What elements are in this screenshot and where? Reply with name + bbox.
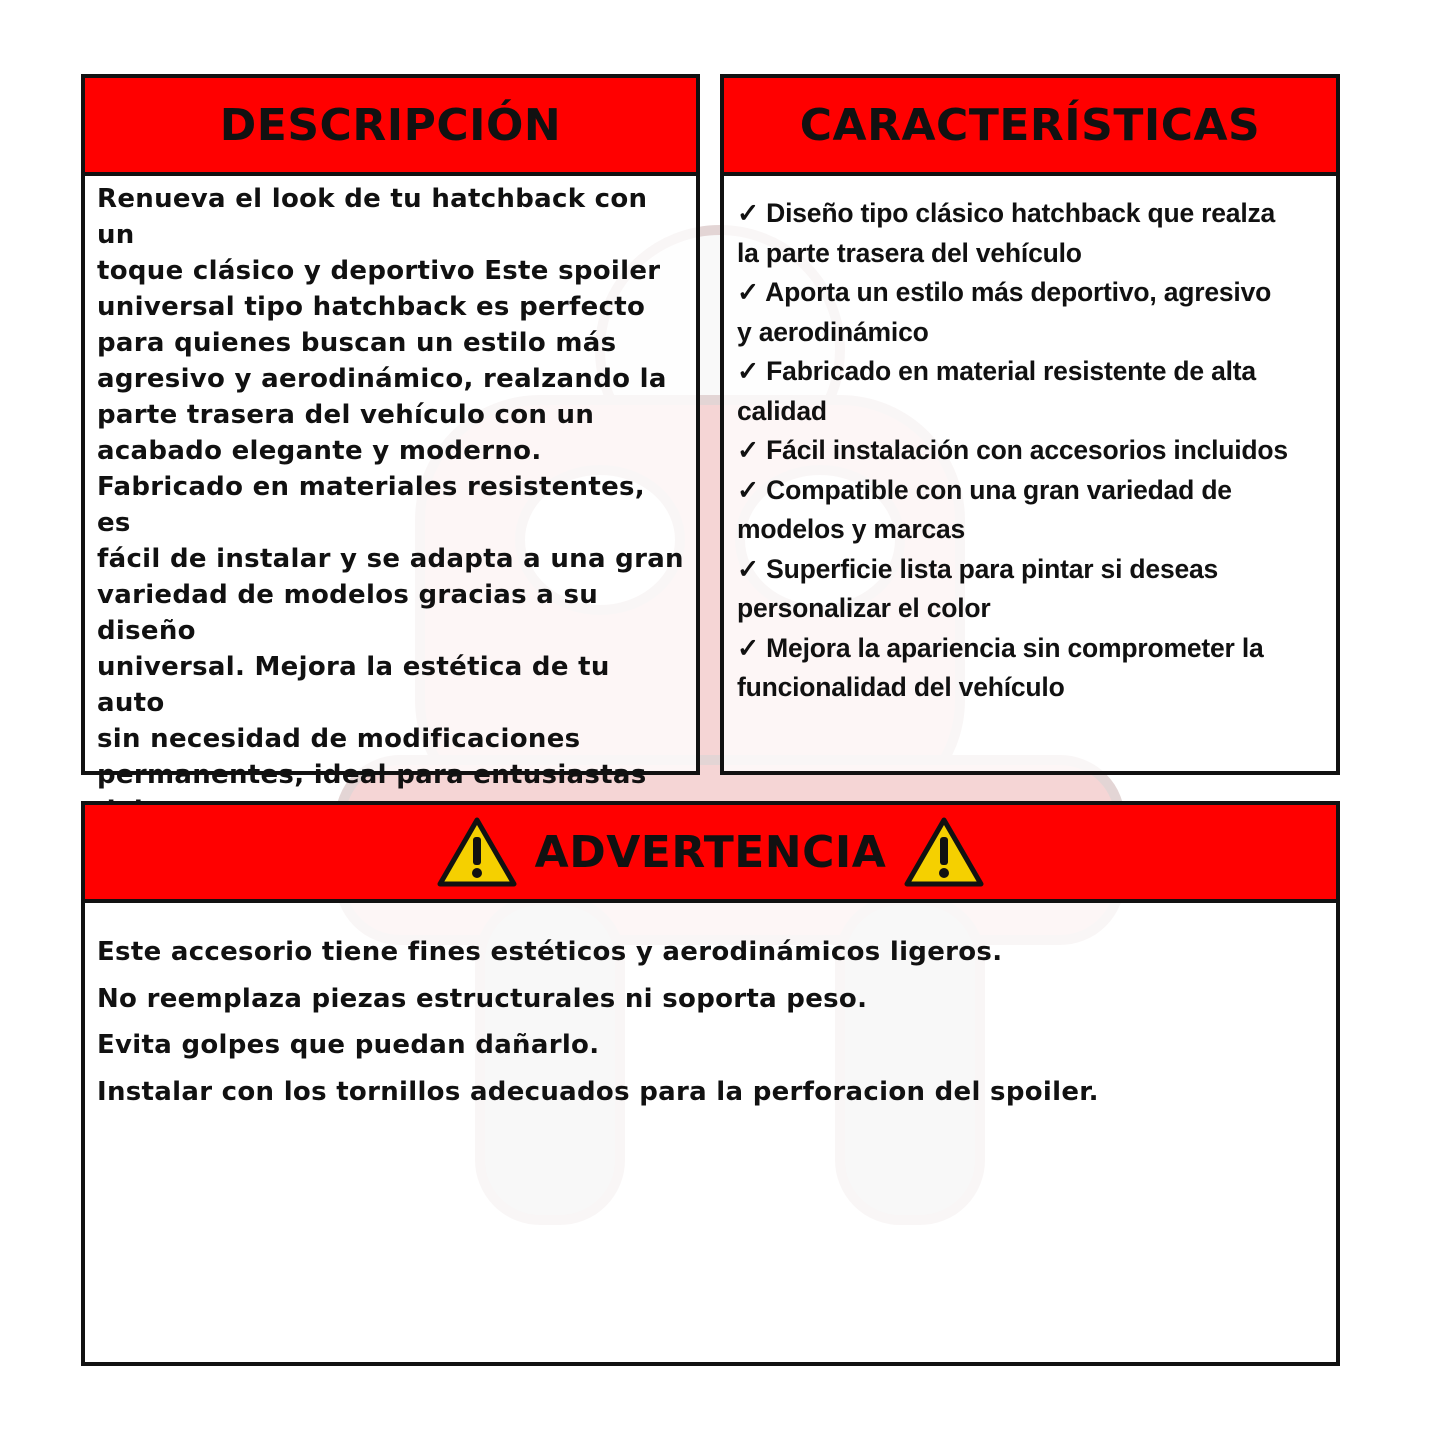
description-line: para quienes buscan un estilo más bbox=[97, 328, 617, 358]
feature-line: funcionalidad del vehículo bbox=[737, 672, 1065, 702]
description-line: fácil de instalar y se adapta a una gran bbox=[97, 544, 684, 574]
feature-line: ✓ Diseño tipo clásico hatchback que realza bbox=[737, 198, 1276, 228]
features-list bbox=[724, 176, 1336, 708]
features-title: CARACTERÍSTICAS bbox=[799, 99, 1261, 151]
feature-line: la parte trasera del vehículo bbox=[737, 237, 1082, 268]
warning-line: Instalar con los tornillos adecuados para la perforacion del spoiler. bbox=[97, 1076, 1099, 1107]
feature-line: ✓ Compatible con una gran variedad de bbox=[737, 474, 1232, 505]
description-line: Renueva el look de tu hatchback con un bbox=[97, 184, 648, 250]
feature-line: ✓ Superficie lista para pintar si deseas bbox=[737, 553, 1219, 584]
description-line: toque clásico y deportivo Este spoiler bbox=[97, 256, 661, 286]
description-line: parte trasera del vehículo con un bbox=[97, 400, 595, 430]
feature-line: ✓ Fácil instalación con accesorios incluidos bbox=[737, 435, 1288, 465]
description-line: universal. Mejora la estética de tu auto bbox=[97, 652, 610, 718]
description-body bbox=[85, 176, 696, 901]
warning-panel bbox=[81, 801, 1340, 1366]
warning-line: Este accesorio tiene fines estéticos y aerodinámicos ligeros. bbox=[97, 937, 1003, 967]
warning-title: ADVERTENCIA bbox=[534, 826, 887, 878]
description-title: DESCRIPCIÓN bbox=[219, 99, 562, 151]
description-line: variedad de modelos gracias a su diseño bbox=[97, 580, 599, 646]
feature-line: ✓ Fabricado en material resistente de alta bbox=[737, 356, 1256, 386]
warning-triangle-icon bbox=[904, 817, 984, 887]
description-panel bbox=[81, 74, 700, 790]
features-panel bbox=[720, 74, 1340, 775]
warning-header bbox=[85, 805, 1336, 903]
warning-list bbox=[85, 903, 1336, 1115]
description-line: universal tipo hatchback es perfecto bbox=[97, 292, 646, 322]
feature-line: calidad bbox=[737, 395, 827, 426]
description-header bbox=[85, 78, 696, 176]
feature-line: modelos y marcas bbox=[737, 514, 966, 544]
description-line: sin necesidad de modificaciones bbox=[97, 724, 581, 754]
description-line: acabado elegante y moderno. bbox=[97, 436, 542, 466]
features-header bbox=[724, 78, 1336, 176]
feature-line: personalizar el color bbox=[737, 593, 991, 623]
description-line: agresivo y aerodinámico, realzando la bbox=[97, 364, 667, 394]
feature-line: ✓ Mejora la apariencia sin comprometer la bbox=[737, 632, 1264, 663]
feature-line: ✓ Aporta un estilo más deportivo, agresivo bbox=[737, 277, 1272, 307]
warning-line: Evita golpes que puedan dañarlo. bbox=[97, 1030, 600, 1060]
warning-line: No reemplaza piezas estructurales ni soporta peso. bbox=[97, 983, 868, 1014]
feature-line: y aerodinámico bbox=[737, 316, 929, 347]
description-line: Fabricado en materiales resistentes, es bbox=[97, 472, 645, 538]
warning-triangle-icon bbox=[437, 817, 517, 887]
description-line: permanentes, ideal para entusiastas bbox=[97, 760, 647, 790]
